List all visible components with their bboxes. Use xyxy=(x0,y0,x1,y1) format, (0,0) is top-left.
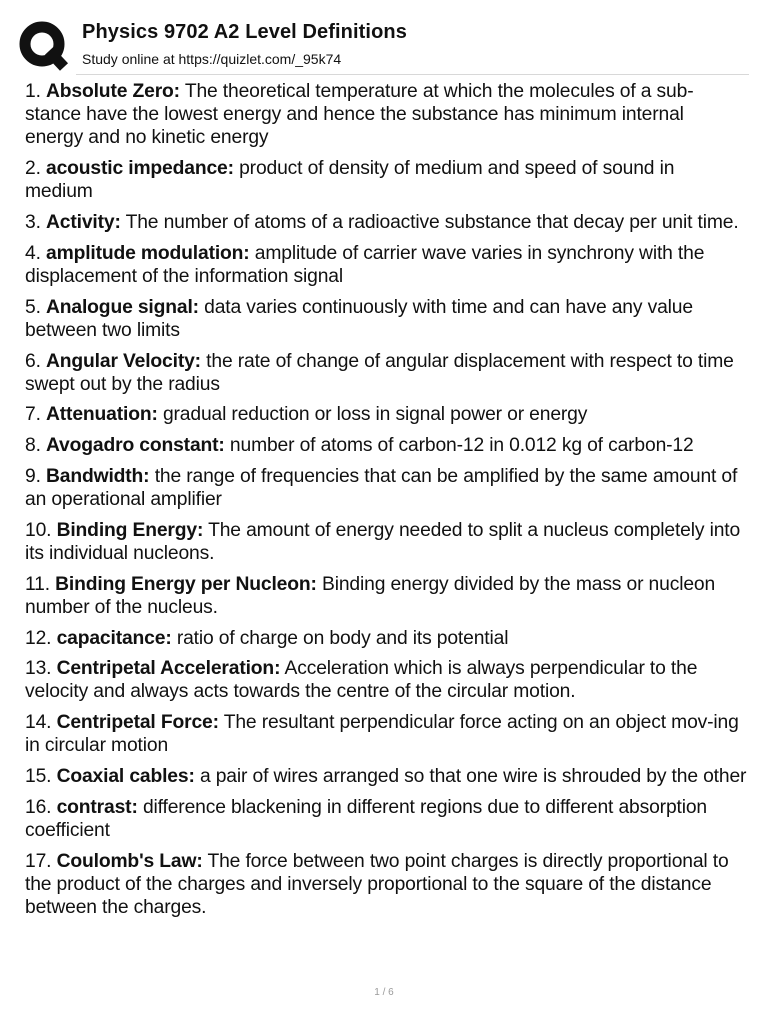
definition-term: Avogadro constant: xyxy=(46,435,225,457)
definition-number: 8. xyxy=(25,435,41,457)
definition-number: 7. xyxy=(25,404,41,426)
definition-term: Binding Energy per Nucleon: xyxy=(55,573,317,595)
header-divider xyxy=(76,74,749,75)
definition-term: Analogue signal: xyxy=(46,296,199,318)
definition-text: The force between two point charges is directly proportional to the product of the charges and inversely proportional to the square of the distance between the charges. xyxy=(25,850,729,919)
definition-number: 11. xyxy=(25,573,50,595)
definition-text: The number of atoms of a radioactive substance that decay per unit time. xyxy=(125,212,739,234)
definition-term: amplitude modulation: xyxy=(46,242,250,264)
definition-text: The amount of energy needed to split a nucleus completely into its individual nucleons. xyxy=(25,519,741,564)
definition-item xyxy=(25,465,747,511)
definition-item xyxy=(25,711,747,757)
definition-number: 1. xyxy=(25,81,41,102)
definition-item xyxy=(25,765,747,788)
definition-term: acoustic impedance: xyxy=(46,158,234,180)
definition-text: data varies continuously with time and can have any value between two limits xyxy=(25,296,693,341)
definition-term: Coaxial cables: xyxy=(56,766,195,788)
definition-number: 13. xyxy=(25,658,52,680)
definition-item xyxy=(25,350,747,396)
definition-term: Absolute Zero: xyxy=(46,81,180,102)
definition-text: difference blackening in different regions due to different absorption coefficient xyxy=(25,796,708,841)
page-number: 1 / 6 xyxy=(374,987,394,998)
definition-term: Activity: xyxy=(46,212,121,234)
study-online-link-text: Study online at https://quizlet.com/_95k74 xyxy=(82,51,342,67)
definition-term: Coulomb's Law: xyxy=(56,850,203,872)
definition-text: a pair of wires arranged so that one wire is shrouded by the other xyxy=(199,766,747,788)
definition-number: 5. xyxy=(25,296,41,318)
definition-text: number of atoms of carbon-12 in 0.012 kg of carbon-12 xyxy=(229,435,694,457)
definition-text: Binding energy divided by the mass or nucleon number of the nucleus. xyxy=(25,573,716,618)
definition-item xyxy=(25,296,747,342)
document-title: Physics 9702 A2 Level Definitions xyxy=(82,21,407,43)
definition-item xyxy=(25,627,747,650)
definition-item xyxy=(25,403,747,426)
definition-item xyxy=(25,242,747,288)
definition-text: The resultant perpendicular force acting on an object mov-ing in circular motion xyxy=(25,712,739,757)
definition-number: 4. xyxy=(25,242,41,264)
definition-number: 3. xyxy=(25,212,41,234)
definition-term: Bandwidth: xyxy=(46,465,150,487)
definition-item xyxy=(25,434,747,457)
definition-number: 17. xyxy=(25,850,52,872)
definition-item xyxy=(25,519,747,565)
definition-text: amplitude of carrier wave varies in synchrony with the displacement of the information signal xyxy=(25,242,705,287)
definition-item xyxy=(25,657,747,703)
definition-number: 14. xyxy=(25,712,52,734)
definition-number: 6. xyxy=(25,350,41,372)
definition-term: contrast: xyxy=(56,796,138,818)
definition-term: Centripetal Acceleration: xyxy=(56,658,281,680)
definition-text: gradual reduction or loss in signal power or energy xyxy=(162,404,588,426)
definition-term: Angular Velocity: xyxy=(46,350,201,372)
definition-item xyxy=(25,573,747,619)
definitions-list xyxy=(25,80,747,927)
definition-term: capacitance: xyxy=(56,627,172,649)
definition-item xyxy=(25,850,747,920)
definition-number: 10. xyxy=(25,519,52,541)
definition-text: the rate of change of angular displacement with respect to time swept out by the radius xyxy=(25,350,734,395)
definition-term: Binding Energy: xyxy=(56,519,204,541)
definition-item xyxy=(25,80,747,150)
definition-text: ratio of charge on body and its potential xyxy=(176,627,509,649)
definition-number: 2. xyxy=(25,158,41,180)
definition-number: 16. xyxy=(25,796,52,818)
definition-number: 12. xyxy=(25,627,52,649)
definition-item xyxy=(25,157,747,203)
definition-text: The theoretical temperature at which the molecules of a sub-stance have the lowest energy and hence the substance has minimum internal energy and no kinetic energy xyxy=(25,81,694,149)
definition-text: the range of frequencies that can be amplified by the same amount of an operational amplifier xyxy=(25,465,738,511)
definition-text: Acceleration which is always perpendicular to the velocity and always acts towards the centre of the circular motion. xyxy=(25,658,698,703)
definition-item xyxy=(25,211,747,234)
definition-item xyxy=(25,796,747,842)
definition-term: Centripetal Force: xyxy=(56,712,219,734)
quizlet-logo-icon xyxy=(18,20,70,72)
definition-number: 9. xyxy=(25,465,41,487)
definition-number: 15. xyxy=(25,766,52,788)
definition-text: product of density of medium and speed of sound in medium xyxy=(25,158,675,203)
page-header xyxy=(0,0,768,74)
definition-term: Attenuation: xyxy=(46,404,158,426)
